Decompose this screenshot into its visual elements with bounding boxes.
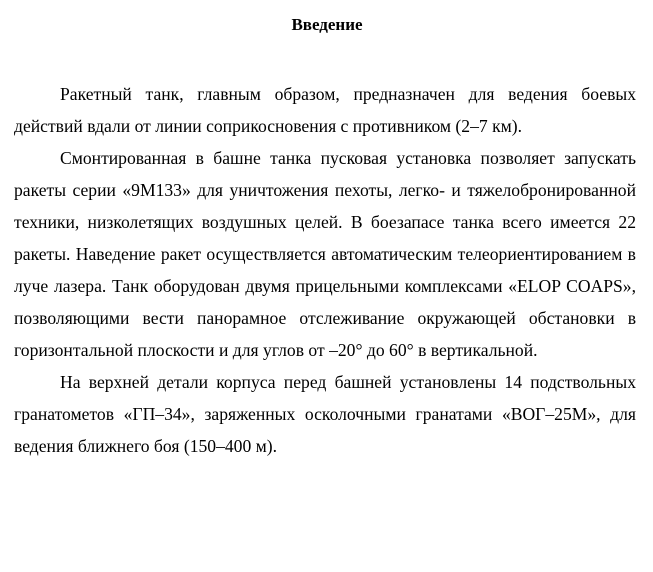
document-title: Введение: [291, 15, 363, 34]
paragraph-purpose: Ракетный танк, главным образом, предназначен для ведения боевых действий вдали от линии соприкосновения с противником (2–7 км).: [14, 84, 636, 136]
paragraph-grenade-launchers: На верхней детали корпуса перед башней установлены 14 подствольных гранатометов «ГП–34», заряженных осколочными гранатами «ВОГ–25М», для ведения ближнего боя (150–400 м).: [14, 372, 636, 456]
paragraph-launcher: Смонтированная в башне танка пусковая установка позволяет запускать ракеты серии «9М133» для уничтожения пехоты, легко- и тяжелобронированной техники, низколетящих воздушных целей. В боезапасе танка всего имеется 22 ракеты. Наведение ракет осуществляется автоматическим телеориентированием в луче лазера. Танк оборудован двумя прицельными комплексами «ELOP COAPS», позволяющими вести панорамное отслеживание окружающей обстановки в горизонтальной плоскости и для углов от –20° до 60° в вертикальной.: [14, 148, 636, 360]
document-page: [14, 0, 636, 462]
